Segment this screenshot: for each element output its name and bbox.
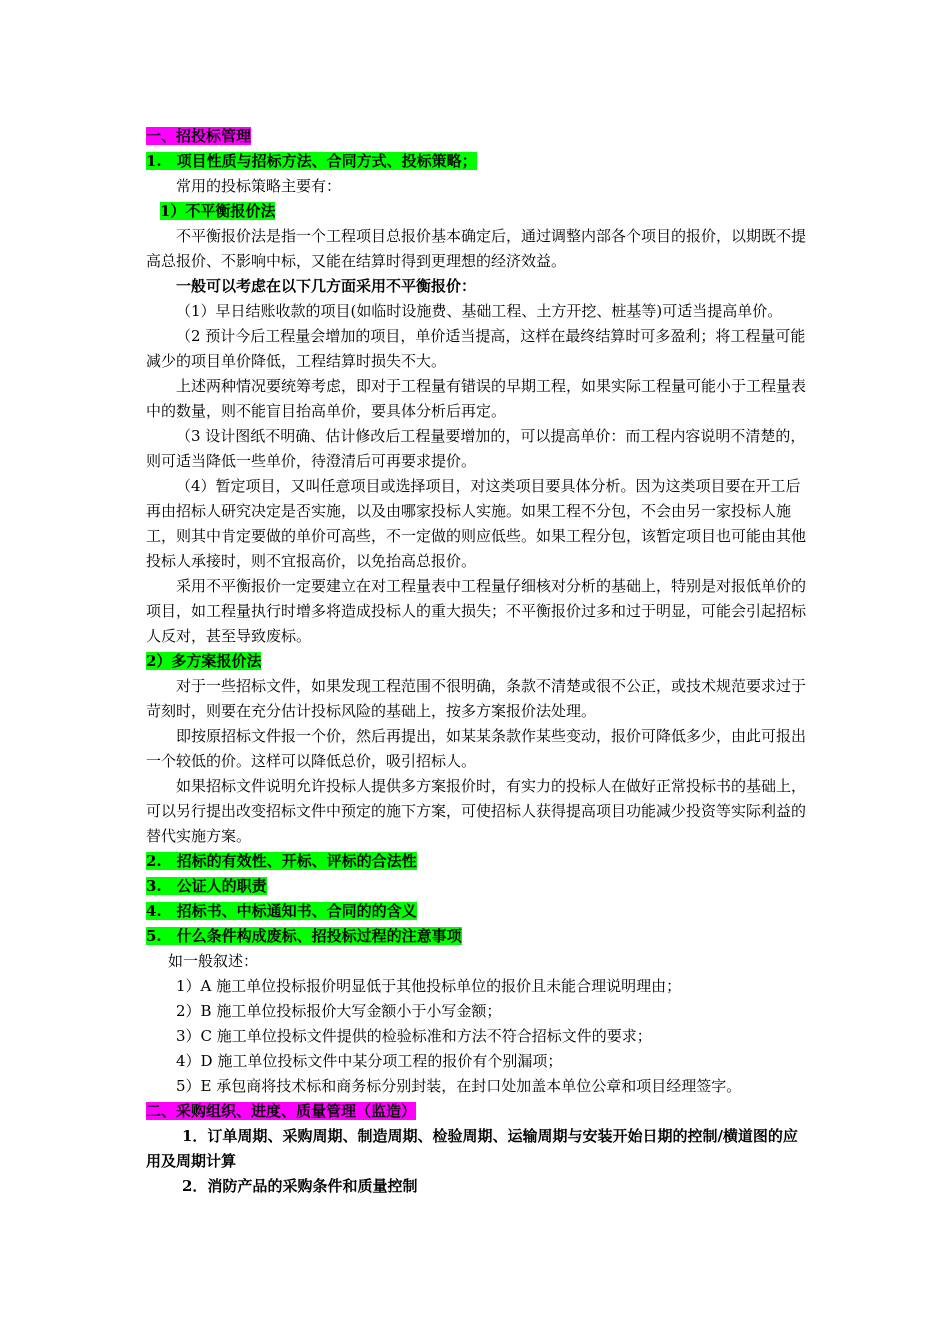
subheading-1-5	[146, 924, 808, 949]
paragraph-intro: 常用的投标策略主要有：	[176, 177, 342, 195]
paragraph: 采用不平衡报价一定要建立在对工程量表中工程量仔细核对分析的基础上，特别是对报低单价的项目，如工程量执行时增多将造成投标人的重大损失；不平衡报价过多和过于明显，可能会引起招标人反对，甚至导致废标。	[146, 577, 807, 645]
heading-text: 1）不平衡报价法	[160, 202, 276, 220]
paragraph: （3 设计图纸不明确、估计修改后工程量要增加的，可以提高单价：而工程内容说明不清楚的，则可适当降低一些单价，待澄清后可再要求提价。	[146, 427, 806, 470]
heading-text: 2. 招标的有效性、开标、评标的合法性	[146, 852, 417, 870]
subheading-1-2	[146, 849, 808, 874]
list-item: 1）A 施工单位投标报价明显低于其他投标单位的报价且未能合理说明理由；	[176, 977, 682, 995]
paragraph: 如果招标文件说明允许投标人提供多方案报价时，有实力的投标人在做好正常投标书的基础上，可以另行提出改变招标文件中预定的施下方案，可使招标人获得提高项目功能减少投资等实际利益的替代实施方案。	[146, 777, 807, 845]
list-item: 5）E 承包商将技术标和商务标分别封装，在封口处加盖本单位公章和项目经理签字。	[176, 1077, 742, 1095]
paragraph: 如一般叙述：	[168, 952, 259, 970]
section-heading-2	[146, 1099, 808, 1124]
heading-text: 4. 招标书、中标通知书、合同的的含义	[146, 902, 417, 920]
heading-text: 二、采购组织、进度、质量管理（监造）	[146, 1102, 417, 1120]
paragraph: （4）暂定项目，又叫任意项目或选择项目，对这类项目要具体分析。因为这类项目要在开工后再由招标人研究决定是否实施，以及由哪家投标人实施。如果工程不分包，不会由另一家投标人施工，则其中肯定要做的单价可高些，不一定做的则应低些。如果工程分包，该暂定项目也可能由其他投标人承接时，则不宜报高价，以免抬高总报价。	[146, 477, 807, 570]
paragraph: （2 预计今后工程量会增加的项目，单价适当提高，这样在最终结算时可多盈利；将工程量可能减少的项目单价降低，工程结算时损失不大。	[146, 327, 806, 370]
paragraph: （1）早日结账收款的项目(如临时设施费、基础工程、土方开挖、桩基等)可适当提高单价。	[176, 302, 783, 320]
heading-text: 一、招投标管理	[146, 127, 252, 145]
heading-text: 5. 什么条件构成废标、招投标过程的注意事项	[146, 927, 462, 945]
paragraph: 上述两种情况要统筹考虑，即对于工程量有错误的早期工程，如果实际工程量可能小于工程量表中的数量，则不能盲目抬高单价，要具体分析后再定。	[146, 377, 807, 420]
subheading-2-2: 2．消防产品的采购条件和质量控制	[182, 1177, 418, 1195]
subheading-1-1	[146, 149, 808, 174]
document-page	[146, 124, 808, 1199]
subheading-1-3	[146, 874, 808, 899]
list-item: 4）D 施工单位投标文件中某分项工程的报价有个别漏项；	[176, 1052, 563, 1070]
paragraph: 对于一些招标文件，如果发现工程范围不很明确，条款不清楚或很不公正，或技术规范要求过于苛刻时，则要在充分估计投标风险的基础上，按多方案报价法处理。	[146, 677, 807, 720]
paragraph: 不平衡报价法是指一个工程项目总报价基本确定后，通过调整内部各个项目的报价，以期既不提高总报价、不影响中标，又能在结算时得到更理想的经济效益。	[146, 227, 807, 270]
paragraph: 即按原招标文件报一个价，然后再提出，如某某条款作某些变动，报价可降低多少，由此可报出一个较低的价。这样可以降低总价，吸引招标人。	[146, 727, 807, 770]
list-item: 3）C 施工单位投标文件提供的检验标准和方法不符合招标文件的要求；	[176, 1027, 652, 1045]
subheading-unbalanced	[146, 199, 808, 224]
list-item: 2）B 施工单位投标报价大写金额小于小写金额；	[176, 1002, 502, 1020]
heading-text: 1. 项目性质与招标方法、合同方式、投标策略；	[146, 152, 477, 170]
subheading-2-1: 1．订单周期、采购周期、制造周期、检验周期、运输周期与安装开始日期的控制/横道图的应用及周期计算	[146, 1127, 798, 1170]
section-heading-1	[146, 124, 808, 149]
subheading-multi-scheme	[146, 649, 808, 674]
heading-text: 3. 公证人的职责	[146, 877, 267, 895]
heading-text: 2）多方案报价法	[146, 652, 262, 670]
paragraph-bold: 一般可以考虑在以下几方面采用不平衡报价：	[176, 277, 477, 295]
subheading-1-4	[146, 899, 808, 924]
